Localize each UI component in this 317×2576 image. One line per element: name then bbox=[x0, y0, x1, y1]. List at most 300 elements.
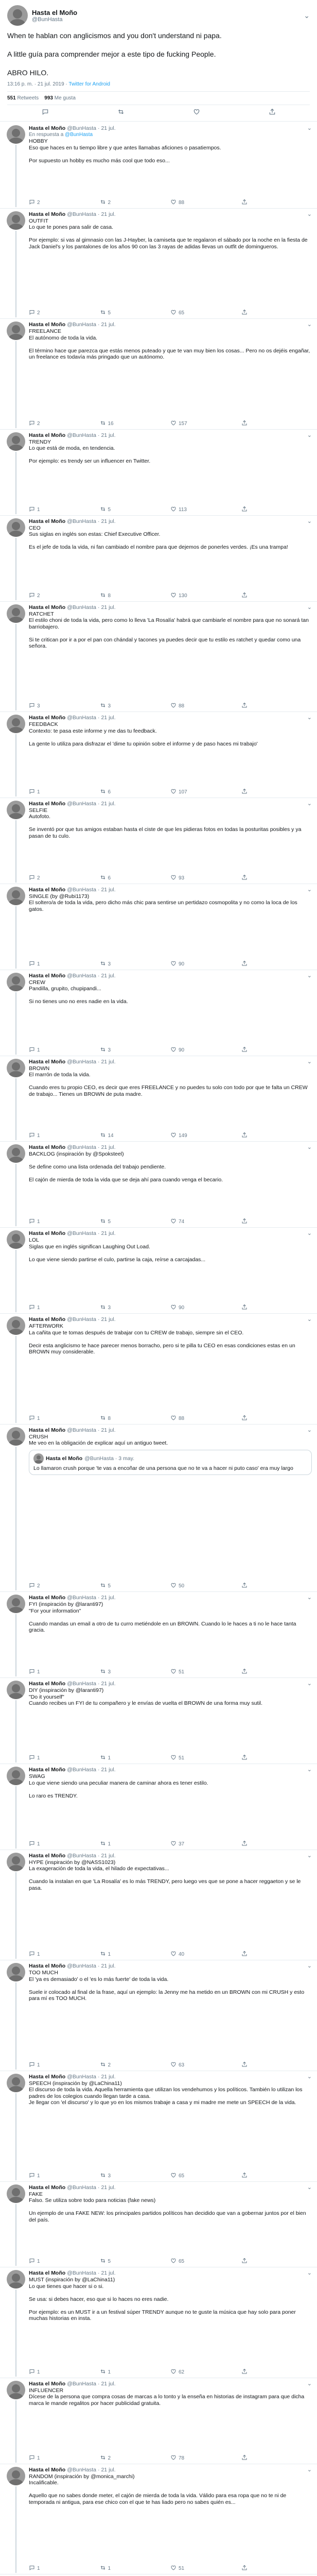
share-button[interactable] bbox=[241, 2454, 312, 2462]
reply-button[interactable] bbox=[29, 1046, 100, 1054]
user-handle[interactable]: @BunHasta bbox=[67, 1767, 96, 1773]
reply-button[interactable] bbox=[29, 1840, 100, 1848]
avatar[interactable] bbox=[7, 801, 25, 819]
share-button[interactable] bbox=[241, 1582, 312, 1590]
display-name[interactable]: Hasta el Moño bbox=[29, 2380, 66, 2387]
thread-tweet[interactable] bbox=[0, 1142, 317, 1228]
user-handle[interactable]: @BunHasta bbox=[67, 2073, 96, 2080]
like-count: 90 bbox=[179, 1047, 185, 1053]
like-button[interactable] bbox=[170, 1951, 241, 1958]
tweet-actions bbox=[29, 1582, 312, 1590]
like-button[interactable] bbox=[170, 199, 241, 207]
share-icon bbox=[241, 1754, 248, 1762]
tweet-date[interactable]: 21 jul. bbox=[101, 1230, 116, 1237]
retweet-button[interactable] bbox=[100, 702, 171, 710]
retweet-button[interactable] bbox=[100, 788, 171, 796]
user-handle[interactable]: @BunHasta bbox=[67, 1681, 96, 1687]
thread-tweet[interactable] bbox=[0, 1850, 317, 1961]
retweet-button[interactable] bbox=[100, 960, 171, 968]
user-handle[interactable]: @BunHasta bbox=[67, 321, 96, 328]
reply-icon bbox=[29, 702, 35, 710]
thread-tweet[interactable] bbox=[0, 209, 317, 319]
chevron-down-icon[interactable]: ⌄ bbox=[307, 2270, 312, 2277]
reply-button[interactable] bbox=[29, 1218, 100, 1226]
retweet-button[interactable] bbox=[100, 592, 171, 600]
thread-tweet[interactable] bbox=[0, 1056, 317, 1142]
reply-count: 1 bbox=[37, 1047, 40, 1053]
share-button[interactable] bbox=[241, 2368, 312, 2376]
retweet-button[interactable] bbox=[100, 1754, 171, 1762]
avatar[interactable] bbox=[7, 1427, 25, 1446]
reply-button[interactable] bbox=[29, 1415, 100, 1422]
tweet-date[interactable]: 21 jul. bbox=[101, 125, 116, 131]
thread-tweet[interactable] bbox=[0, 712, 317, 798]
user-handle[interactable]: @BunHasta bbox=[67, 800, 96, 807]
retweet-button[interactable] bbox=[100, 2172, 171, 2180]
retweet-button[interactable] bbox=[100, 1668, 171, 1676]
thread-line bbox=[15, 452, 16, 514]
reply-button[interactable] bbox=[29, 1951, 100, 1958]
reply-button[interactable] bbox=[29, 788, 100, 796]
display-name[interactable]: Hasta el Moño bbox=[29, 1316, 66, 1323]
reply-icon[interactable] bbox=[42, 108, 49, 117]
chevron-down-icon[interactable]: ⌄ bbox=[307, 715, 312, 721]
share-button[interactable] bbox=[241, 199, 312, 207]
user-handle[interactable]: @BunHasta bbox=[67, 1595, 96, 1601]
retweet-button[interactable] bbox=[100, 2368, 171, 2376]
avatar[interactable] bbox=[7, 2074, 25, 2092]
chevron-down-icon[interactable]: ⌄ bbox=[307, 432, 312, 438]
chevron-down-icon[interactable]: ⌄ bbox=[307, 2466, 312, 2473]
share-icon bbox=[241, 702, 248, 710]
display-name[interactable]: Hasta el Moño bbox=[29, 125, 66, 131]
chevron-down-icon[interactable]: ⌄ bbox=[307, 1963, 312, 1970]
like-button[interactable] bbox=[170, 874, 241, 882]
share-icon bbox=[241, 2368, 248, 2376]
tweet-date[interactable]: 21 jul. bbox=[101, 1427, 116, 1433]
like-button[interactable] bbox=[170, 1415, 241, 1422]
reply-count: 1 bbox=[37, 1305, 40, 1311]
like-button[interactable] bbox=[170, 960, 241, 968]
display-name[interactable]: Hasta el Moño bbox=[29, 886, 66, 893]
thread-tweet[interactable] bbox=[0, 2071, 317, 2182]
like-button[interactable] bbox=[170, 2565, 241, 2572]
reply-button[interactable] bbox=[29, 1132, 100, 1140]
retweet-icon bbox=[100, 1951, 106, 1958]
chevron-down-icon[interactable]: ⌄ bbox=[307, 125, 312, 131]
quoted-text: Lo llamaron crush porque 'te vas a encoñar de una persona que no te va a hacer ni puto caso' era muy largo bbox=[33, 1465, 293, 1471]
quoted-tweet[interactable] bbox=[29, 1450, 312, 1476]
like-button[interactable] bbox=[170, 2172, 241, 2180]
user-handle[interactable]: @BunHasta bbox=[67, 1144, 96, 1151]
share-button[interactable] bbox=[241, 1754, 312, 1762]
avatar[interactable] bbox=[7, 211, 25, 230]
tweet-text: FAKE Falso. Se utiliza sobre todo para noticias (fake news) Un ejemplo de una FAKE NEW: los principales partidos políticos han decidido que van a gobernar juntos por el bien del país. bbox=[29, 2191, 306, 2223]
chevron-down-icon[interactable]: ⌄ bbox=[307, 1681, 312, 1687]
thread-tweet[interactable] bbox=[0, 2378, 317, 2464]
reply-button[interactable] bbox=[29, 2061, 100, 2069]
like-button[interactable] bbox=[170, 1046, 241, 1054]
like-button[interactable] bbox=[170, 1840, 241, 1848]
share-icon bbox=[241, 788, 248, 796]
share-button[interactable] bbox=[241, 1304, 312, 1312]
tweet-date[interactable]: 21 jul. bbox=[101, 518, 116, 524]
like-button[interactable] bbox=[170, 2454, 241, 2462]
reply-button[interactable] bbox=[29, 2172, 100, 2180]
display-name[interactable]: Hasta el Moño bbox=[29, 1230, 66, 1237]
display-name[interactable]: Hasta el Moño bbox=[29, 321, 66, 328]
share-button[interactable] bbox=[241, 788, 312, 796]
retweet-button[interactable] bbox=[100, 1415, 171, 1422]
tweet-text: FREELANCE El autónomo de toda la vida. El término hace que parezca que estás menos puteado y que te van muy bien los cosas... Pero no os dejéis engañar, un freelance es todavía más pringado que un autónomo. bbox=[29, 328, 310, 361]
share-button[interactable] bbox=[241, 420, 312, 428]
retweet-icon bbox=[100, 1304, 106, 1312]
avatar[interactable] bbox=[7, 2381, 25, 2399]
share-button[interactable] bbox=[241, 1951, 312, 1958]
avatar[interactable] bbox=[7, 1316, 25, 1335]
tweet-date[interactable]: 21 jul. bbox=[101, 604, 116, 611]
tweet-date[interactable]: 21 jul. bbox=[101, 1144, 116, 1151]
share-button[interactable] bbox=[241, 2565, 312, 2572]
user-handle[interactable]: @BunHasta bbox=[67, 432, 96, 438]
tweet-date[interactable]: 21 jul. bbox=[101, 211, 116, 217]
like-count: 88 bbox=[179, 703, 185, 709]
reply-button[interactable] bbox=[29, 1582, 100, 1590]
display-name[interactable]: Hasta el Moño bbox=[32, 8, 78, 16]
avatar[interactable] bbox=[7, 973, 25, 991]
user-handle: @BunHasta · 3 may. bbox=[84, 1455, 135, 1462]
like-button[interactable] bbox=[170, 1668, 241, 1676]
display-name[interactable]: Hasta el Moño bbox=[29, 1681, 66, 1687]
reply-button[interactable] bbox=[29, 309, 100, 317]
user-handle[interactable]: @BunHasta bbox=[67, 1427, 96, 1433]
reply-to-handle[interactable]: @BunHasta bbox=[65, 132, 93, 138]
retweet-button[interactable] bbox=[100, 1840, 171, 1848]
tweet-date[interactable]: 21 jul. bbox=[101, 886, 116, 893]
tweet-date[interactable]: 21 jul. bbox=[101, 2270, 116, 2277]
retweet-button[interactable] bbox=[100, 420, 171, 428]
display-name[interactable]: Hasta el Moño bbox=[29, 1595, 66, 1601]
retweet-button[interactable] bbox=[100, 874, 171, 882]
like-label[interactable]: Me gusta bbox=[54, 95, 76, 101]
user-handle[interactable]: @BunHasta bbox=[67, 2466, 96, 2473]
tweet-date[interactable]: 21 jul. bbox=[101, 2184, 116, 2191]
user-handle[interactable]: @BunHasta bbox=[67, 1852, 96, 1859]
user-handle[interactable]: @BunHasta bbox=[67, 1230, 96, 1237]
user-handle[interactable]: @BunHasta bbox=[32, 16, 63, 23]
like-button[interactable] bbox=[170, 2258, 241, 2265]
avatar[interactable] bbox=[7, 5, 28, 26]
tweet-date[interactable]: 21 jul. bbox=[101, 972, 116, 979]
heart-icon bbox=[170, 1668, 177, 1676]
retweet-button[interactable] bbox=[100, 1304, 171, 1312]
user-handle[interactable]: @BunHasta bbox=[67, 1963, 96, 1970]
like-button[interactable] bbox=[170, 2061, 241, 2069]
share-button[interactable] bbox=[241, 2061, 312, 2069]
user-handle[interactable]: @BunHasta bbox=[67, 715, 96, 721]
thread-tweet[interactable] bbox=[0, 516, 317, 602]
display-name[interactable]: Hasta el Moño bbox=[29, 604, 66, 611]
thread-line bbox=[15, 145, 16, 207]
retweet-count: 3 bbox=[108, 1047, 111, 1053]
thread-tweet[interactable] bbox=[0, 1592, 317, 1678]
share-button[interactable] bbox=[241, 1218, 312, 1226]
reply-button[interactable] bbox=[29, 506, 100, 514]
chevron-down-icon[interactable]: ⌄ bbox=[307, 2184, 312, 2191]
tweet-date[interactable]: 21 jul. bbox=[101, 715, 116, 721]
chevron-down-icon[interactable]: ⌄ bbox=[307, 518, 312, 524]
tweet-date[interactable]: 21 jul. bbox=[101, 1595, 116, 1601]
avatar[interactable] bbox=[7, 1230, 25, 1249]
user-handle[interactable]: @BunHasta bbox=[67, 211, 96, 217]
user-handle[interactable]: @BunHasta bbox=[67, 518, 96, 524]
like-button[interactable] bbox=[170, 788, 241, 796]
thread-tweet[interactable] bbox=[0, 319, 317, 430]
avatar[interactable] bbox=[7, 715, 25, 733]
share-button[interactable] bbox=[241, 1046, 312, 1054]
display-name[interactable]: Hasta el Moño bbox=[29, 2073, 66, 2080]
like-count: 113 bbox=[179, 506, 187, 513]
share-button[interactable] bbox=[241, 2258, 312, 2265]
display-name[interactable]: Hasta el Moño bbox=[29, 518, 66, 524]
share-button[interactable] bbox=[241, 592, 312, 600]
thread-tweet[interactable] bbox=[0, 602, 317, 713]
share-button[interactable] bbox=[241, 1415, 312, 1422]
reply-button[interactable] bbox=[29, 2368, 100, 2376]
retweet-button[interactable] bbox=[100, 2565, 171, 2572]
display-name[interactable]: Hasta el Moño bbox=[29, 2466, 66, 2473]
avatar[interactable] bbox=[7, 125, 25, 144]
thread-tweet[interactable] bbox=[0, 1314, 317, 1425]
avatar[interactable] bbox=[7, 321, 25, 340]
share-button[interactable] bbox=[241, 1668, 312, 1676]
avatar[interactable] bbox=[7, 887, 25, 905]
retweet-icon bbox=[100, 702, 106, 710]
reply-icon bbox=[29, 199, 35, 207]
like-button[interactable] bbox=[170, 1582, 241, 1590]
chevron-down-icon[interactable]: ⌄ bbox=[307, 211, 312, 217]
retweet-icon[interactable] bbox=[117, 108, 125, 117]
chevron-down-icon[interactable]: ⌄ bbox=[304, 11, 310, 20]
tweet-date[interactable]: 21 jul. bbox=[101, 2466, 116, 2473]
main-tweet-meta bbox=[7, 81, 310, 87]
tweet-date[interactable]: 21 jul. bbox=[101, 2380, 116, 2387]
avatar[interactable] bbox=[7, 518, 25, 537]
thread-tweet[interactable] bbox=[0, 1960, 317, 2071]
source-link[interactable]: Twitter for Android bbox=[68, 81, 110, 87]
chevron-down-icon[interactable]: ⌄ bbox=[307, 2073, 312, 2080]
avatar[interactable] bbox=[7, 1595, 25, 1613]
user-handle[interactable]: @BunHasta bbox=[67, 2380, 96, 2387]
share-button[interactable] bbox=[241, 2172, 312, 2180]
avatar[interactable] bbox=[7, 1963, 25, 1981]
chevron-down-icon[interactable]: ⌄ bbox=[307, 1316, 312, 1323]
avatar[interactable] bbox=[7, 1144, 25, 1163]
thread-tweet[interactable] bbox=[0, 2464, 317, 2575]
retweet-button[interactable] bbox=[100, 1132, 171, 1140]
retweet-button[interactable] bbox=[100, 2454, 171, 2462]
tweet-date[interactable]: 21 jul. bbox=[101, 1316, 116, 1323]
chevron-down-icon[interactable]: ⌄ bbox=[307, 1852, 312, 1859]
reply-button[interactable] bbox=[29, 2454, 100, 2462]
avatar[interactable] bbox=[7, 432, 25, 451]
chevron-down-icon[interactable]: ⌄ bbox=[307, 1144, 312, 1151]
reply-button[interactable] bbox=[29, 2565, 100, 2572]
retweet-button[interactable] bbox=[100, 2061, 171, 2069]
user-handle[interactable]: @BunHasta bbox=[67, 125, 96, 131]
thread-line bbox=[15, 1700, 16, 1762]
reply-button[interactable] bbox=[29, 1668, 100, 1676]
like-button[interactable] bbox=[170, 1218, 241, 1226]
thread-line bbox=[15, 1164, 16, 1226]
retweet-button[interactable] bbox=[100, 1582, 171, 1590]
retweet-button[interactable] bbox=[100, 2258, 171, 2265]
tweet-date[interactable]: 21 jul. bbox=[101, 1681, 116, 1687]
display-name[interactable]: Hasta el Moño bbox=[29, 2270, 66, 2277]
chevron-down-icon[interactable]: ⌄ bbox=[307, 1767, 312, 1773]
retweet-button[interactable] bbox=[100, 199, 171, 207]
reply-button[interactable] bbox=[29, 2258, 100, 2265]
chevron-down-icon[interactable]: ⌄ bbox=[307, 972, 312, 979]
share-button[interactable] bbox=[241, 1132, 312, 1140]
thread-tweet[interactable] bbox=[0, 1764, 317, 1850]
retweet-count[interactable]: 551 bbox=[7, 95, 16, 101]
avatar[interactable] bbox=[7, 1681, 25, 1699]
like-button[interactable] bbox=[170, 592, 241, 600]
tweet-date[interactable]: 21 jul. bbox=[101, 1852, 116, 1859]
avatar[interactable] bbox=[7, 1059, 25, 1077]
like-button[interactable] bbox=[170, 1754, 241, 1762]
tweet-header: Hasta el Moño @BunHasta · 21 jul. ⌄ bbox=[29, 518, 312, 524]
like-button[interactable] bbox=[170, 309, 241, 317]
chevron-down-icon[interactable]: ⌄ bbox=[307, 1595, 312, 1601]
reply-context: En respuesta a @BunHasta bbox=[29, 132, 93, 138]
main-tweet-text: When te hablan con anglicismos and you don't understand ni papa. A little guía para comprender mejor a este tipo de fucking People. ABRO HILO. bbox=[7, 31, 222, 77]
tweet-date[interactable]: 21 jul. bbox=[101, 1767, 116, 1773]
thread-tweet[interactable] bbox=[0, 884, 317, 970]
tweet-date[interactable]: 21 jul. bbox=[101, 1058, 116, 1065]
user-handle[interactable]: @BunHasta bbox=[67, 2270, 96, 2277]
retweet-icon bbox=[100, 1046, 106, 1054]
avatar[interactable] bbox=[7, 1767, 25, 1785]
display-name[interactable]: Hasta el Moño bbox=[29, 1767, 66, 1773]
user-handle[interactable]: @BunHasta bbox=[67, 2184, 96, 2191]
display-name[interactable]: Hasta el Moño bbox=[29, 1852, 66, 1859]
display-name[interactable]: Hasta el Moño bbox=[29, 211, 66, 217]
like-button[interactable] bbox=[170, 2368, 241, 2376]
thread-tweet[interactable] bbox=[0, 798, 317, 884]
tweet-date[interactable]: 21 jul. bbox=[101, 800, 116, 807]
retweet-count: 14 bbox=[108, 1133, 114, 1139]
user-handle[interactable]: @BunHasta bbox=[67, 972, 96, 979]
display-name[interactable]: Hasta el Moño bbox=[29, 715, 66, 721]
retweet-button[interactable] bbox=[100, 1046, 171, 1054]
like-count[interactable]: 993 bbox=[44, 95, 53, 101]
chevron-down-icon[interactable]: ⌄ bbox=[307, 1427, 312, 1433]
display-name[interactable]: Hasta el Moño bbox=[29, 432, 66, 438]
share-icon[interactable] bbox=[269, 108, 276, 117]
thread-tweet[interactable] bbox=[0, 1228, 317, 1314]
retweet-button[interactable] bbox=[100, 506, 171, 514]
share-button[interactable] bbox=[241, 506, 312, 514]
reply-button[interactable] bbox=[29, 960, 100, 968]
user-handle[interactable]: @BunHasta bbox=[67, 1058, 96, 1065]
thread-tweet[interactable] bbox=[0, 970, 317, 1056]
tweet-text: BROWN El marrón de toda la vida. Cuando eres tu propio CEO, es decir que eres FREELANCE y no puedes tu solo con todo por que te falta un CREW de trabajo... Tienes un BROWN de puta madre. bbox=[29, 1065, 308, 1097]
user-handle[interactable]: @BunHasta bbox=[67, 604, 96, 611]
thread-tweet[interactable] bbox=[0, 2182, 317, 2268]
thread-tweet[interactable] bbox=[0, 1425, 317, 1592]
reply-button[interactable] bbox=[29, 874, 100, 882]
tweet-date[interactable]: 21 jul. bbox=[101, 321, 116, 328]
tweet-date[interactable]: 21 jul. bbox=[101, 1963, 116, 1970]
like-button[interactable] bbox=[170, 420, 241, 428]
avatar[interactable] bbox=[7, 2184, 25, 2203]
display-name[interactable]: Hasta el Moño bbox=[29, 2184, 66, 2191]
avatar[interactable] bbox=[7, 2467, 25, 2485]
thread-tweet[interactable] bbox=[0, 2267, 317, 2378]
like-button[interactable] bbox=[170, 506, 241, 514]
display-name[interactable]: Hasta el Moño bbox=[29, 800, 66, 807]
display-name[interactable]: Hasta el Moño bbox=[29, 1427, 66, 1433]
display-name[interactable]: Hasta el Moño bbox=[29, 1144, 66, 1151]
share-button[interactable] bbox=[241, 874, 312, 882]
retweet-button[interactable] bbox=[100, 1951, 171, 1958]
heart-icon[interactable] bbox=[193, 108, 200, 117]
reply-button[interactable] bbox=[29, 1304, 100, 1312]
like-button[interactable] bbox=[170, 1304, 241, 1312]
display-name[interactable]: Hasta el Moño bbox=[29, 1058, 66, 1065]
chevron-down-icon[interactable]: ⌄ bbox=[307, 886, 312, 893]
thread-tweet[interactable] bbox=[0, 123, 317, 209]
share-button[interactable] bbox=[241, 702, 312, 710]
tweet-date[interactable]: 21 jul. bbox=[101, 2073, 116, 2080]
user-handle[interactable]: @BunHasta bbox=[67, 1316, 96, 1323]
share-button[interactable] bbox=[241, 309, 312, 317]
reply-button[interactable] bbox=[29, 702, 100, 710]
like-button[interactable] bbox=[170, 1132, 241, 1140]
chevron-down-icon[interactable]: ⌄ bbox=[307, 2380, 312, 2387]
display-name[interactable]: Hasta el Moño bbox=[29, 1963, 66, 1970]
reply-button[interactable] bbox=[29, 199, 100, 207]
chevron-down-icon[interactable]: ⌄ bbox=[307, 604, 312, 611]
retweet-icon bbox=[100, 1754, 106, 1762]
reply-button[interactable] bbox=[29, 1754, 100, 1762]
display-name[interactable]: Hasta el Moño bbox=[29, 972, 66, 979]
reply-button[interactable] bbox=[29, 420, 100, 428]
share-button[interactable] bbox=[241, 1840, 312, 1848]
avatar[interactable] bbox=[7, 604, 25, 623]
avatar[interactable] bbox=[7, 1853, 25, 1871]
tweet-text: CRUSH Me veo en la obligación de explicar aquí un antiguo tweet. bbox=[29, 1433, 168, 1447]
chevron-down-icon[interactable]: ⌄ bbox=[307, 800, 312, 807]
retweet-button[interactable] bbox=[100, 1218, 171, 1226]
like-button[interactable] bbox=[170, 702, 241, 710]
chevron-down-icon[interactable]: ⌄ bbox=[307, 321, 312, 328]
chevron-down-icon[interactable]: ⌄ bbox=[307, 1230, 312, 1237]
user-handle[interactable]: @BunHasta bbox=[67, 886, 96, 893]
share-button[interactable] bbox=[241, 960, 312, 968]
thread-tweet[interactable] bbox=[0, 430, 317, 516]
tweet-date[interactable]: 21 jul. bbox=[101, 432, 116, 438]
chevron-down-icon[interactable]: ⌄ bbox=[307, 1058, 312, 1065]
avatar[interactable] bbox=[7, 2270, 25, 2289]
retweet-button[interactable] bbox=[100, 309, 171, 317]
thread-tweet[interactable] bbox=[0, 1678, 317, 1764]
share-icon bbox=[241, 1304, 248, 1312]
retweet-label[interactable]: Retweets bbox=[17, 95, 39, 101]
reply-button[interactable] bbox=[29, 592, 100, 600]
